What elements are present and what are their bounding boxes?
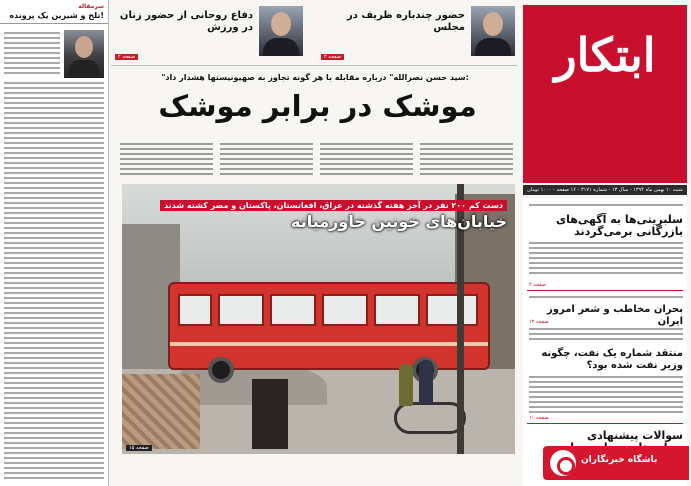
- teaser-zarif-title: حضور چندباره ظریف در مجلس: [347, 10, 465, 33]
- teaser-zarif[interactable]: [317, 2, 517, 64]
- clip-logo-icon: [550, 450, 576, 476]
- columnist-photo: [64, 30, 104, 78]
- editorial-column: [0, 0, 109, 486]
- teaser-zarif-page: صفحه ۲: [321, 54, 344, 60]
- photo-barrel: [252, 379, 288, 449]
- lead-body-text: [120, 143, 515, 179]
- editorial-text-body: [4, 82, 104, 482]
- lead-headline[interactable]: موشک در برابر موشک: [158, 89, 477, 123]
- main-photo[interactable]: [122, 184, 515, 454]
- editorial-title: تلخ و شیرین یک پرونده!: [0, 10, 108, 24]
- story-celebrities-title[interactable]: سلبریتی‌ها به آگهی‌های بازرگانی برمی‌گردند: [555, 213, 683, 238]
- photo-page-ref: صفحه ۱۵: [126, 445, 152, 451]
- story-poetry-title[interactable]: بحران مخاطب و شعر امروز ایران: [547, 304, 683, 327]
- date-line: شنبه ۱۰ بهمن ماه ۱۳۹۴ - سال ۱۳ - شماره ۳۱۷۱ - ۱۶ صفحه - ۱۰۰۰ تومان: [523, 185, 687, 195]
- photo-child: [419, 360, 433, 404]
- teaser-rouhani-title: دفاع روحانی از حضور زنان در ورزش: [119, 10, 253, 33]
- story-oil-title[interactable]: منتقد شماره یک نفت، چگونه وزیر نفت شده بود؟: [541, 348, 683, 371]
- teaser-rouhani[interactable]: [111, 2, 311, 64]
- story-questions-title[interactable]: سوالات پیشنهادی: [587, 429, 683, 442]
- editorial-text-intro: [4, 32, 60, 77]
- teaser-rouhani-photo: [259, 6, 303, 56]
- story-oil-page: صفحه ۱۱: [529, 415, 549, 421]
- photo-bicycle: [394, 402, 466, 434]
- watermark-badge: [543, 446, 689, 480]
- teaser-zarif-photo: [471, 6, 515, 56]
- photo-child: [399, 364, 413, 406]
- watermark-label: باشگاه خبرنگاران: [581, 455, 658, 465]
- top-teaser-strip: [111, 2, 517, 66]
- lead-kicker: "سید حسن نصرالله" درباره مقابله با هر گونه تجاوز به صهیونیستها هشدار داد:: [161, 73, 469, 82]
- masthead: [523, 5, 687, 183]
- photo-crates: [122, 374, 200, 449]
- right-news-column: [523, 198, 687, 486]
- photo-title: خیابان‌های خونین خاورمیانه: [291, 212, 507, 231]
- story-celebrities-page: صفحه ۴: [529, 282, 546, 288]
- teaser-rouhani-page: صفحه ۲: [115, 54, 138, 60]
- photo-bus-wheel: [208, 357, 234, 383]
- story-poetry-page: صفحه ۱۳: [529, 319, 549, 325]
- editorial-section-label: سرمقاله: [78, 3, 104, 10]
- masthead-title: ابتکار: [554, 28, 656, 82]
- photo-overline: دست کم ۲۰۰ نفر در آخر هفته گذشته در عراق، افغانستان، پاکستان و مصر کشته شدند: [160, 200, 507, 211]
